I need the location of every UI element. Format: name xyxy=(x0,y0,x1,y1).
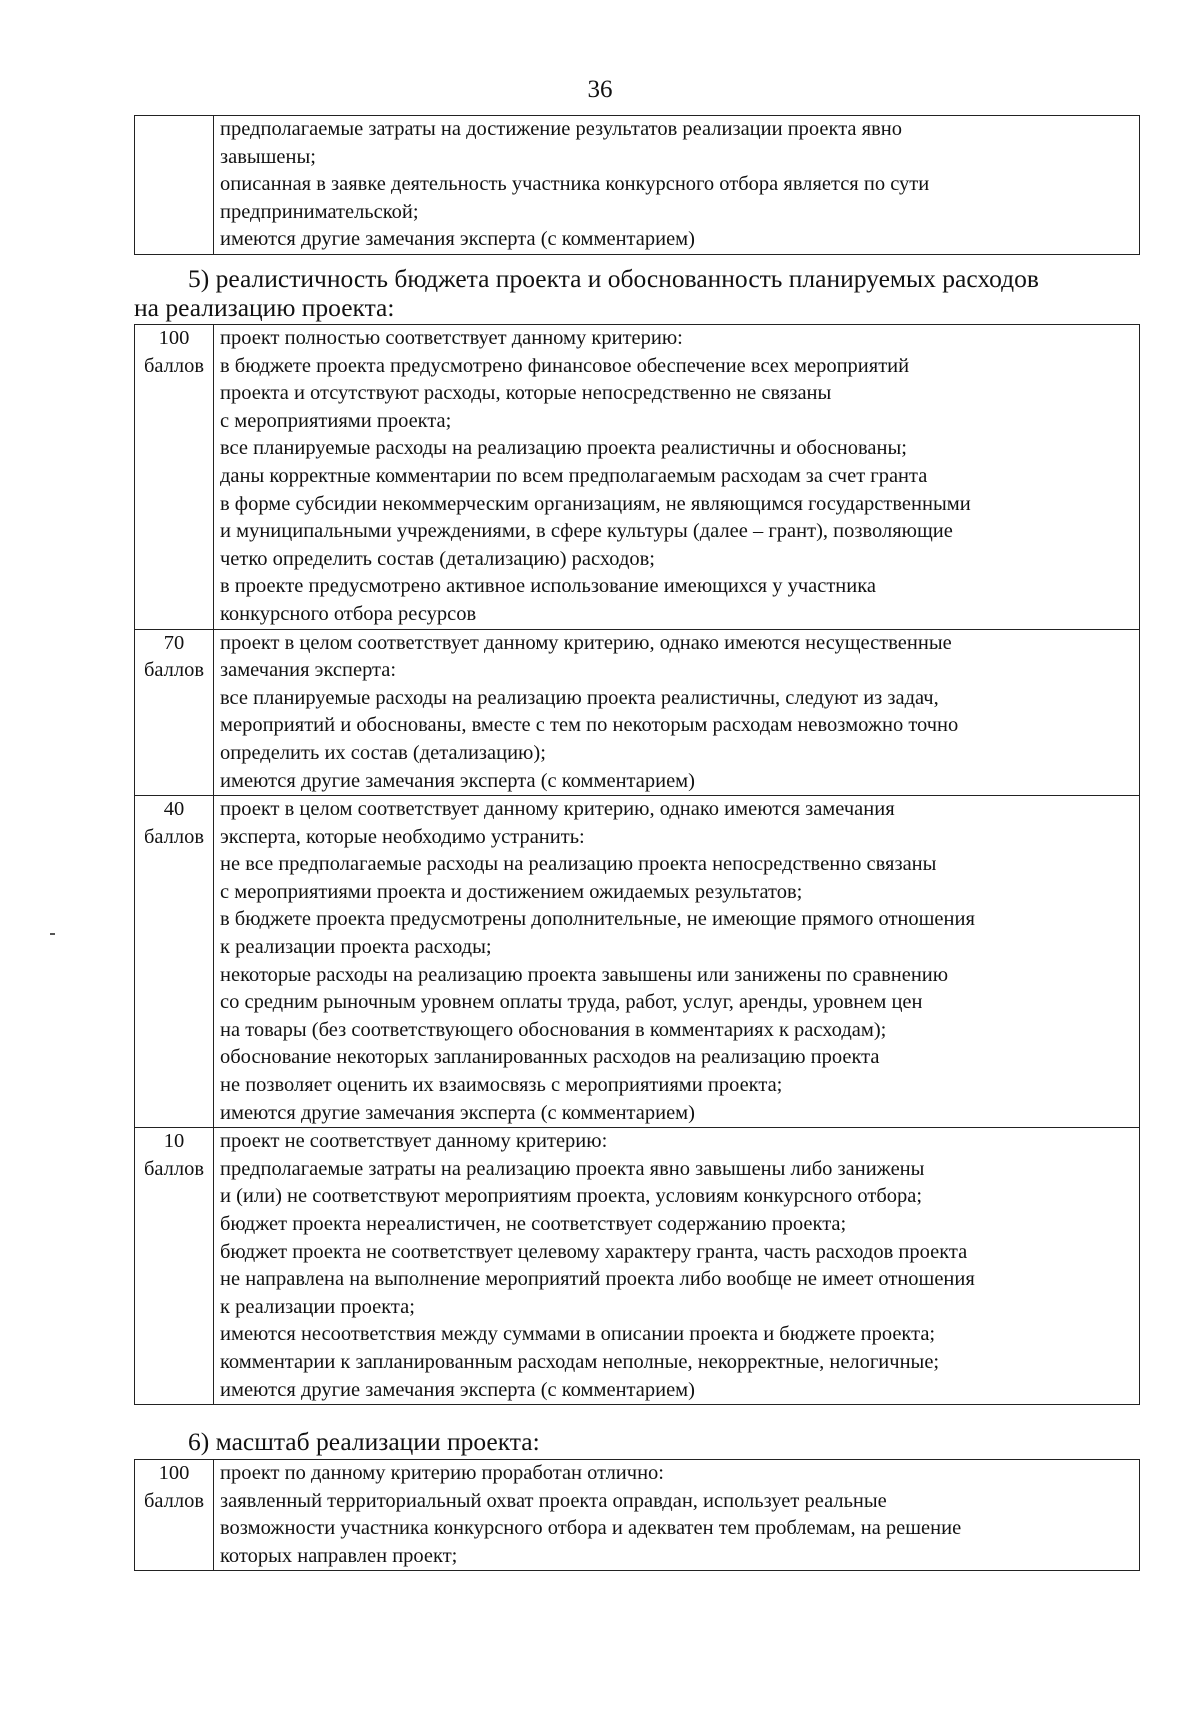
description-line: в форме субсидии некоммерческим организациям, не являющимся государственными xyxy=(220,492,971,515)
description-line: имеются другие замечания эксперта (с комментарием) xyxy=(220,769,695,792)
description-line: проект не соответствует данному критерию: xyxy=(220,1130,608,1153)
description-line: не все предполагаемые расходы на реализацию проекта непосредственно связаны xyxy=(220,853,937,876)
criteria-table-section-5 xyxy=(134,324,1140,1405)
description-line: проект в целом соответствует данному критерию, однако имеются несущественные xyxy=(220,631,952,654)
section-5-heading-line-2: на реализацию проекта: xyxy=(134,292,395,322)
score-cell xyxy=(135,116,214,255)
score-cell xyxy=(135,629,214,796)
score-value: 10 xyxy=(163,1130,185,1153)
description-line: возможности участника конкурсного отбора и адекватен тем проблемам, на решение xyxy=(220,1517,962,1540)
score-unit: баллов xyxy=(143,1489,205,1512)
description-line: проект по данному критерию проработан отлично: xyxy=(220,1462,665,1484)
description-cell xyxy=(214,116,1140,255)
description-line: на товары (без соответствующего обоснования в комментариях к расходам); xyxy=(220,1018,887,1041)
score-value: 100 xyxy=(158,1462,190,1484)
description-line: мероприятий и обоснованы, вместе с тем по некоторым расходам невозможно точно xyxy=(220,714,959,737)
description-line: со средним рыночным уровнем оплаты труда, работ, услуг, аренды, уровнем цен xyxy=(220,991,923,1014)
description-line: завышены; xyxy=(220,145,316,168)
table-row xyxy=(135,796,1140,1128)
description-line: комментарии к запланированным расходам неполные, некорректные, нелогичные; xyxy=(220,1350,940,1373)
description-line: предполагаемые затраты на достижение результатов реализации проекта явно xyxy=(220,118,902,140)
description-line: проекта и отсутствуют расходы, которые непосредственно не связаны xyxy=(220,382,832,405)
score-cell xyxy=(135,796,214,1128)
score-unit: баллов xyxy=(143,659,205,682)
description-line: замечания эксперта: xyxy=(220,659,397,682)
description-line: даны корректные комментарии по всем предполагаемым расходам за счет гранта xyxy=(220,464,928,487)
description-line: с мероприятиями проекта; xyxy=(220,409,452,432)
description-line: конкурсного отбора ресурсов xyxy=(220,602,477,625)
description-line: с мероприятиями проекта и достижением ожидаемых результатов; xyxy=(220,880,803,903)
description-line: предполагаемые затраты на реализацию проекта явно завышены либо занижены xyxy=(220,1157,925,1180)
description-line: все планируемые расходы на реализацию проекта реалистичны, следуют из задач, xyxy=(220,686,939,709)
score-unit: баллов xyxy=(143,354,205,377)
section-6-heading-line: 6) масштаб реализации проекта: xyxy=(188,1427,540,1456)
description-line: не направлена на выполнение мероприятий проекта либо вообще не имеет отношения xyxy=(220,1268,975,1291)
description-line: проект в целом соответствует данному критерию, однако имеются замечания xyxy=(220,798,895,821)
description-line: все планируемые расходы на реализацию проекта реалистичны и обоснованы; xyxy=(220,437,907,460)
criteria-table-section-6 xyxy=(134,1459,1140,1571)
score-value: 100 xyxy=(158,327,190,349)
description-line: к реализации проекта расходы; xyxy=(220,936,492,959)
description-line: имеются несоответствия между суммами в описании проекта и бюджете проекта; xyxy=(220,1323,936,1346)
description-line: предпринимательской; xyxy=(220,200,419,223)
description-line: обоснование некоторых запланированных расходов на реализацию проекта xyxy=(220,1046,880,1069)
description-cell xyxy=(214,325,1140,630)
table-row xyxy=(135,1460,1140,1571)
description-line: бюджет проекта нереалистичен, не соответствует содержанию проекта; xyxy=(220,1213,847,1235)
criteria-table-continued xyxy=(134,115,1140,255)
rows xyxy=(135,1460,1140,1571)
score-unit: баллов xyxy=(143,1157,205,1180)
description-line: которых направлен проект; xyxy=(220,1544,458,1567)
score-value: 70 xyxy=(163,631,185,654)
section-5-heading xyxy=(134,265,1140,322)
description-line: бюджет проекта не соответствует целевому характеру гранта, часть расходов проекта xyxy=(220,1240,968,1263)
rows xyxy=(135,325,1140,1405)
description-line: некоторые расходы на реализацию проекта завышены или занижены по сравнению xyxy=(220,963,949,986)
score-value: 40 xyxy=(163,798,185,821)
description-line: и муниципальными учреждениями, в сфере культуры (далее – грант), позволяющие xyxy=(220,520,953,543)
description-line: проект полностью соответствует данному критерию: xyxy=(220,327,683,349)
score-unit: баллов xyxy=(143,825,205,848)
rows xyxy=(135,116,1140,255)
description-line: в бюджете проекта предусмотрено финансовое обеспечение всех мероприятий xyxy=(220,354,910,377)
description-line: в проекте предусмотрено активное использование имеющихся у участника xyxy=(220,575,876,598)
description-line: и (или) не соответствуют мероприятиям проекта, условиям конкурсного отбора; xyxy=(220,1185,923,1208)
table-row xyxy=(135,116,1140,255)
margin-mark xyxy=(50,933,55,935)
score-cell xyxy=(135,1128,214,1405)
score-cell xyxy=(135,1460,214,1571)
description-line: к реализации проекта; xyxy=(220,1295,415,1318)
description-line: эксперта, которые необходимо устранить: xyxy=(220,825,585,848)
description-cell xyxy=(214,796,1140,1128)
description-line: имеются другие замечания эксперта (с комментарием) xyxy=(220,228,695,251)
table-row xyxy=(135,325,1140,630)
description-cell xyxy=(214,1460,1140,1571)
description-cell xyxy=(214,1128,1140,1405)
section-6-heading xyxy=(134,1428,1140,1457)
table-row xyxy=(135,1128,1140,1405)
description-line: не позволяет оценить их взаимосвязь с мероприятиями проекта; xyxy=(220,1074,783,1097)
section-5-heading-line-1: 5) реалистичность бюджета проекта и обоснованность планируемых расходов xyxy=(188,264,1039,293)
description-cell xyxy=(214,629,1140,796)
description-line: заявленный территориальный охват проекта оправдан, использует реальные xyxy=(220,1489,887,1512)
description-line: описанная в заявке деятельность участника конкурсного отбора является по сути xyxy=(220,173,930,196)
description-line: имеются другие замечания эксперта (с комментарием) xyxy=(220,1101,695,1124)
page-number: 36 xyxy=(587,76,613,103)
description-line: определить их состав (детализацию); xyxy=(220,741,546,764)
description-line: четко определить состав (детализацию) расходов; xyxy=(220,547,656,570)
description-line: имеются другие замечания эксперта (с комментарием) xyxy=(220,1378,695,1401)
table-row xyxy=(135,629,1140,796)
score-cell xyxy=(135,325,214,630)
description-line: в бюджете проекта предусмотрены дополнительные, не имеющие прямого отношения xyxy=(220,908,975,931)
